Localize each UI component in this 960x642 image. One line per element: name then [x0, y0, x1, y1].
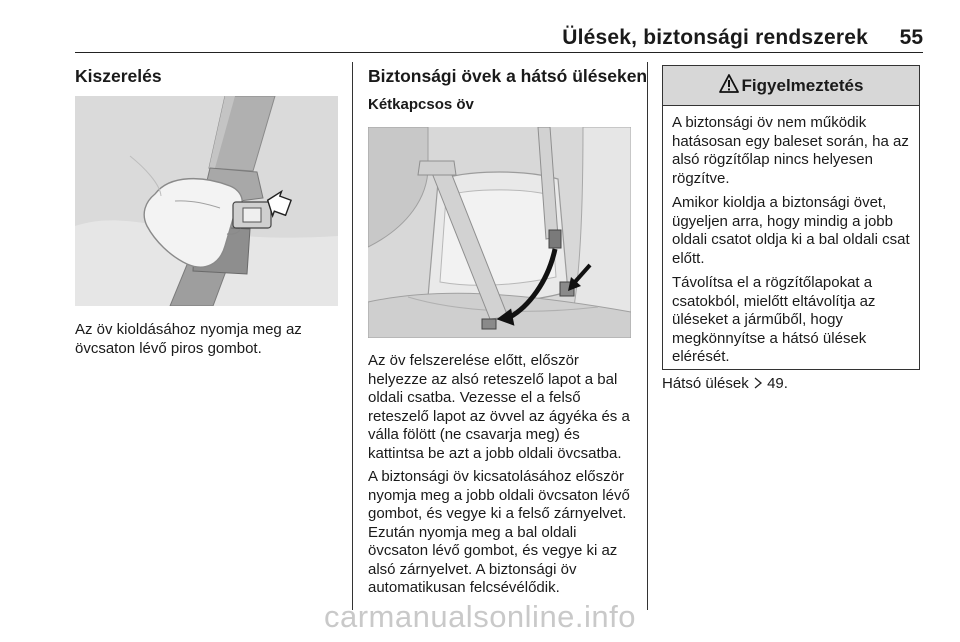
warning-paragraph: Amikor kioldja a biztonsági övet, ügyeljen arra, hogy mindig a jobb oldali csatot oldja ki a bal oldali csat előtt. — [672, 194, 910, 267]
column-divider-left — [352, 62, 353, 610]
warning-box — [662, 65, 920, 370]
rear-seat-belt-illustration — [368, 127, 631, 338]
section-heading-removal: Kiszerelés — [75, 66, 162, 86]
site-watermark: carmanualsonline.info — [323, 599, 637, 634]
rear-seats-reference — [662, 375, 922, 394]
warning-paragraph: A biztonsági öv nem működik hatásosan egy baleset során, ha az alsó rögzítőlap nincs helyesen rögzítve. — [672, 114, 909, 187]
warning-paragraph: Távolítsa el a rögzítőlapokat a csatokból, mielőtt eltávolítja az üléseket a járműből, hogy megkönnyítse a hátsó ülések elérését. — [672, 274, 876, 365]
removal-caption: Az öv kioldásához nyomja meg az övcsaton lévő piros gombot. — [75, 321, 302, 357]
warning-triangle-icon — [719, 74, 742, 98]
arrow-right-icon — [753, 375, 763, 392]
subheading-two-buckle-belt: Kétkapcsos öv — [368, 96, 474, 113]
reference-text: Hátsó ülések — [662, 375, 749, 392]
fastening-paragraph: Az öv felszerelése előtt, először helyezze az alsó reteszelő lapot a bal oldali csatba. Vezesse el a felső reteszelő lapot az övvel az ágyéka és a válla fölött (ne csavarja meg) és kattintsa be azt a jobb oldali övcsatba. — [368, 352, 630, 462]
header-divider — [75, 52, 923, 53]
page-number: 55 — [899, 26, 923, 49]
rear-belt-instructions — [368, 352, 636, 603]
warning-header — [663, 66, 919, 106]
section-heading-rear-belts: Biztonsági övek a hátsó üléseken — [368, 66, 648, 86]
belt-release-illustration — [75, 96, 338, 306]
reference-page: 49. — [767, 375, 788, 392]
warning-title: Figyelmeztetés — [741, 75, 864, 95]
warning-body — [663, 106, 919, 367]
unfastening-paragraph: A biztonsági öv kicsatolásához először nyomja meg a jobb oldali övcsaton lévő gombot, és vegye ki a felső zárnyelvet. Ezután nyomja meg a bal oldali övcsaton lévő gombot, és vegye ki az alsó zárnyelvet. A biztonsági öv automatikusan felcsévélődik. — [368, 468, 630, 596]
column-divider-right — [647, 62, 648, 610]
page-header-title: Ülések, biztonsági rendszerek — [562, 26, 868, 49]
